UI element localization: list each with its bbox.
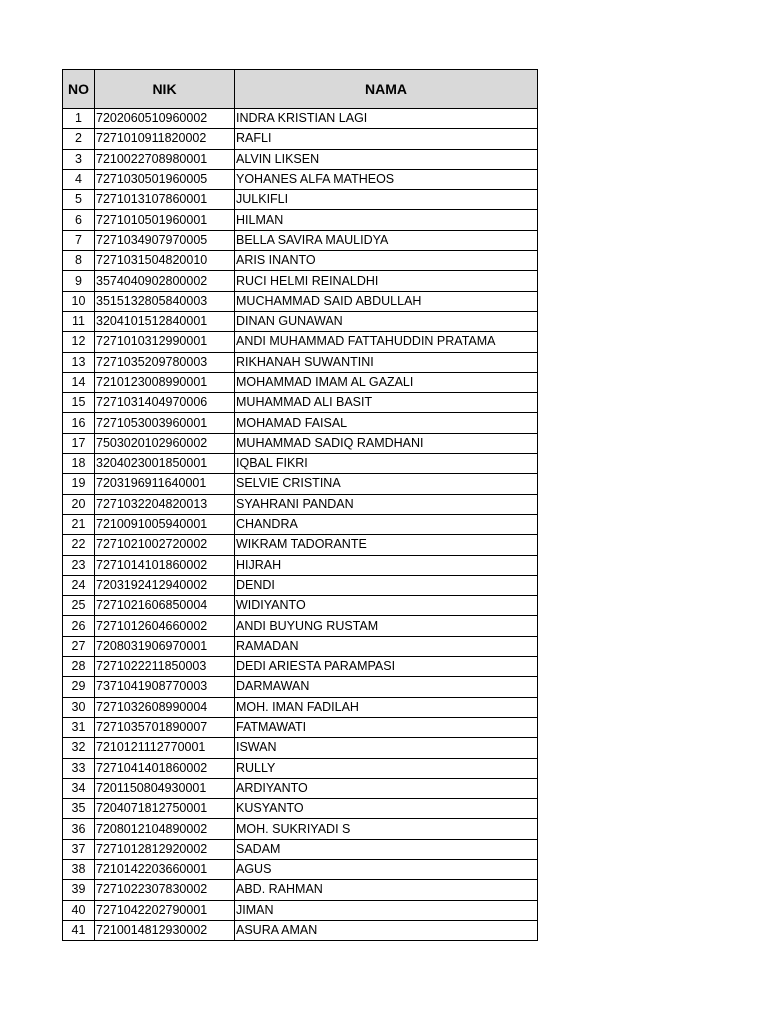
cell-nik: 7210142203660001 — [95, 859, 235, 879]
cell-nama: MOH. SUKRIYADI S — [235, 819, 538, 839]
cell-nama: YOHANES ALFA MATHEOS — [235, 169, 538, 189]
cell-no: 38 — [63, 859, 95, 879]
cell-nama: FATMAWATI — [235, 717, 538, 737]
header-row — [63, 70, 538, 109]
cell-no: 28 — [63, 657, 95, 677]
cell-nama: WIKRAM TADORANTE — [235, 535, 538, 555]
cell-no: 19 — [63, 474, 95, 494]
cell-nik: 7271021002720002 — [95, 535, 235, 555]
table-row — [63, 900, 538, 920]
cell-no: 4 — [63, 169, 95, 189]
cell-nik: 7210121112770001 — [95, 738, 235, 758]
cell-no: 7 — [63, 230, 95, 250]
cell-no: 6 — [63, 210, 95, 230]
table-row — [63, 291, 538, 311]
cell-nama: ARDIYANTO — [235, 778, 538, 798]
table-row — [63, 859, 538, 879]
cell-nama: RULLY — [235, 758, 538, 778]
cell-nama: SELVIE CRISTINA — [235, 474, 538, 494]
cell-no: 11 — [63, 311, 95, 331]
cell-no: 37 — [63, 839, 95, 859]
cell-nik: 7210123008990001 — [95, 372, 235, 392]
cell-nik: 7208012104890002 — [95, 819, 235, 839]
table-row — [63, 677, 538, 697]
cell-no: 22 — [63, 535, 95, 555]
cell-nama: MOHAMAD FAISAL — [235, 413, 538, 433]
cell-nama: IQBAL FIKRI — [235, 454, 538, 474]
cell-no: 41 — [63, 920, 95, 940]
cell-nama: RIKHANAH SUWANTINI — [235, 352, 538, 372]
cell-nik: 7210022708980001 — [95, 149, 235, 169]
cell-no: 9 — [63, 271, 95, 291]
cell-nama: ABD. RAHMAN — [235, 880, 538, 900]
cell-nik: 7210091005940001 — [95, 514, 235, 534]
cell-nik: 7271012812920002 — [95, 839, 235, 859]
table-row — [63, 575, 538, 595]
table-row — [63, 596, 538, 616]
table-row — [63, 799, 538, 819]
cell-nik: 7202060510960002 — [95, 109, 235, 129]
cell-nama: HIJRAH — [235, 555, 538, 575]
cell-nama: MUCHAMMAD SAID ABDULLAH — [235, 291, 538, 311]
cell-nik: 3515132805840003 — [95, 291, 235, 311]
table-row — [63, 433, 538, 453]
cell-nama: ANDI BUYUNG RUSTAM — [235, 616, 538, 636]
cell-nama: AGUS — [235, 859, 538, 879]
cell-no: 25 — [63, 596, 95, 616]
table-row — [63, 129, 538, 149]
cell-no: 26 — [63, 616, 95, 636]
cell-nik: 7203192412940002 — [95, 575, 235, 595]
table-row — [63, 717, 538, 737]
table-body — [63, 109, 538, 941]
cell-no: 31 — [63, 717, 95, 737]
cell-nik: 7210014812930002 — [95, 920, 235, 940]
cell-nama: MOH. IMAN FADILAH — [235, 697, 538, 717]
table-row — [63, 413, 538, 433]
cell-nik: 7271031504820010 — [95, 251, 235, 271]
table-row — [63, 190, 538, 210]
cell-nik: 7271012604660002 — [95, 616, 235, 636]
cell-nik: 7271014101860002 — [95, 555, 235, 575]
cell-no: 35 — [63, 799, 95, 819]
cell-no: 24 — [63, 575, 95, 595]
table-row — [63, 109, 538, 129]
table-row — [63, 393, 538, 413]
cell-nama: CHANDRA — [235, 514, 538, 534]
data-table — [62, 69, 538, 941]
table-row — [63, 778, 538, 798]
cell-nik: 7271022307830002 — [95, 880, 235, 900]
cell-nama: WIDIYANTO — [235, 596, 538, 616]
cell-no: 39 — [63, 880, 95, 900]
cell-nama: RAFLI — [235, 129, 538, 149]
table-row — [63, 352, 538, 372]
cell-nik: 7271032204820013 — [95, 494, 235, 514]
cell-nik: 7503020102960002 — [95, 433, 235, 453]
cell-no: 27 — [63, 636, 95, 656]
cell-no: 20 — [63, 494, 95, 514]
table-row — [63, 514, 538, 534]
cell-nik: 7271030501960005 — [95, 169, 235, 189]
cell-nama: ANDI MUHAMMAD FATTAHUDDIN PRATAMA — [235, 332, 538, 352]
cell-no: 23 — [63, 555, 95, 575]
cell-nik: 7271035209780003 — [95, 352, 235, 372]
cell-no: 40 — [63, 900, 95, 920]
table-row — [63, 616, 538, 636]
cell-no: 32 — [63, 738, 95, 758]
cell-nama: BELLA SAVIRA MAULIDYA — [235, 230, 538, 250]
table-row — [63, 251, 538, 271]
cell-no: 17 — [63, 433, 95, 453]
cell-nama: ALVIN LIKSEN — [235, 149, 538, 169]
cell-nama: SYAHRANI PANDAN — [235, 494, 538, 514]
cell-nama: MUHAMMAD ALI BASIT — [235, 393, 538, 413]
cell-nama: DEDI ARIESTA PARAMPASI — [235, 657, 538, 677]
cell-nama: JULKIFLI — [235, 190, 538, 210]
cell-no: 18 — [63, 454, 95, 474]
cell-nama: HILMAN — [235, 210, 538, 230]
cell-nama: SADAM — [235, 839, 538, 859]
cell-nama: DARMAWAN — [235, 677, 538, 697]
cell-nik: 3574040902800002 — [95, 271, 235, 291]
table-row — [63, 555, 538, 575]
table-row — [63, 210, 538, 230]
cell-nik: 7203196911640001 — [95, 474, 235, 494]
cell-no: 15 — [63, 393, 95, 413]
cell-nik: 7271034907970005 — [95, 230, 235, 250]
table-row — [63, 697, 538, 717]
cell-no: 30 — [63, 697, 95, 717]
table-row — [63, 880, 538, 900]
table-row — [63, 636, 538, 656]
cell-nama: ARIS INANTO — [235, 251, 538, 271]
header-nama: NAMA — [235, 70, 538, 109]
cell-nama: RAMADAN — [235, 636, 538, 656]
cell-no: 5 — [63, 190, 95, 210]
header-nik: NIK — [95, 70, 235, 109]
cell-no: 34 — [63, 778, 95, 798]
cell-nama: MOHAMMAD IMAM AL GAZALI — [235, 372, 538, 392]
cell-no: 12 — [63, 332, 95, 352]
cell-no: 36 — [63, 819, 95, 839]
cell-nik: 7208031906970001 — [95, 636, 235, 656]
table-row — [63, 149, 538, 169]
cell-nik: 7371041908770003 — [95, 677, 235, 697]
table-row — [63, 920, 538, 940]
table-row — [63, 311, 538, 331]
table-row — [63, 332, 538, 352]
cell-nik: 7271010911820002 — [95, 129, 235, 149]
cell-nama: KUSYANTO — [235, 799, 538, 819]
table-row — [63, 372, 538, 392]
cell-nik: 7271010501960001 — [95, 210, 235, 230]
table-row — [63, 271, 538, 291]
table-row — [63, 819, 538, 839]
cell-no: 3 — [63, 149, 95, 169]
cell-nik: 7271032608990004 — [95, 697, 235, 717]
cell-nik: 3204023001850001 — [95, 454, 235, 474]
cell-nama: ASURA AMAN — [235, 920, 538, 940]
table-row — [63, 535, 538, 555]
cell-nama: DENDI — [235, 575, 538, 595]
cell-nik: 7271031404970006 — [95, 393, 235, 413]
table-row — [63, 657, 538, 677]
cell-no: 10 — [63, 291, 95, 311]
cell-no: 14 — [63, 372, 95, 392]
cell-nik: 7204071812750001 — [95, 799, 235, 819]
cell-nama: DINAN GUNAWAN — [235, 311, 538, 331]
cell-nama: JIMAN — [235, 900, 538, 920]
table-row — [63, 738, 538, 758]
cell-nama: MUHAMMAD SADIQ RAMDHANI — [235, 433, 538, 453]
header-no: NO — [63, 70, 95, 109]
table-row — [63, 454, 538, 474]
cell-nik: 3204101512840001 — [95, 311, 235, 331]
table-row — [63, 169, 538, 189]
cell-nik: 7271035701890007 — [95, 717, 235, 737]
cell-no: 8 — [63, 251, 95, 271]
table-row — [63, 474, 538, 494]
cell-nik: 7271013107860001 — [95, 190, 235, 210]
cell-nik: 7271022211850003 — [95, 657, 235, 677]
cell-nama: ISWAN — [235, 738, 538, 758]
cell-nama: RUCI HELMI REINALDHI — [235, 271, 538, 291]
table-row — [63, 230, 538, 250]
cell-nik: 7271021606850004 — [95, 596, 235, 616]
table-row — [63, 494, 538, 514]
cell-nik: 7271010312990001 — [95, 332, 235, 352]
table-row — [63, 758, 538, 778]
cell-no: 21 — [63, 514, 95, 534]
cell-nik: 7271042202790001 — [95, 900, 235, 920]
cell-nik: 7201150804930001 — [95, 778, 235, 798]
cell-no: 29 — [63, 677, 95, 697]
cell-no: 1 — [63, 109, 95, 129]
cell-nama: INDRA KRISTIAN LAGI — [235, 109, 538, 129]
cell-nik: 7271041401860002 — [95, 758, 235, 778]
cell-no: 13 — [63, 352, 95, 372]
cell-no: 33 — [63, 758, 95, 778]
table-row — [63, 839, 538, 859]
cell-nik: 7271053003960001 — [95, 413, 235, 433]
cell-no: 2 — [63, 129, 95, 149]
cell-no: 16 — [63, 413, 95, 433]
